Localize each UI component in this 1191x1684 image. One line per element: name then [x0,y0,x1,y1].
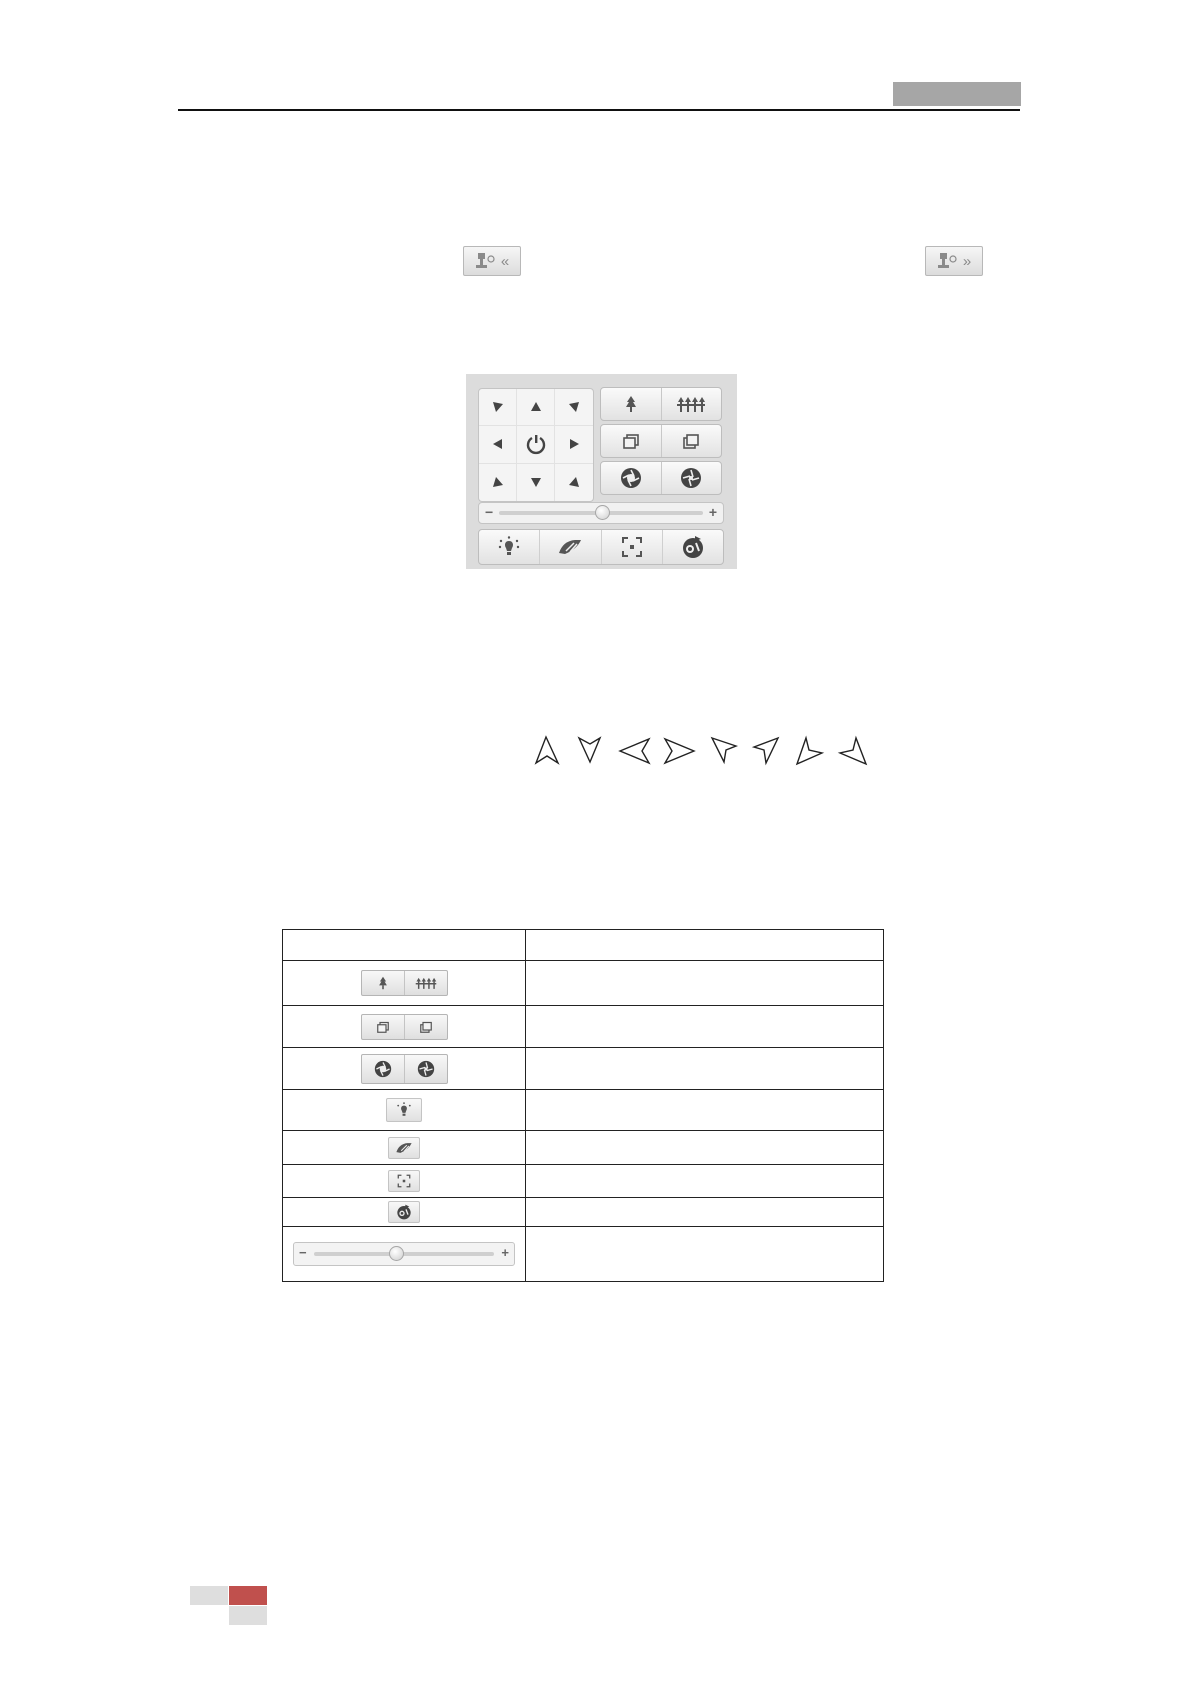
lens-initialization-button[interactable] [663,530,723,564]
lens-initialization-button[interactable] [388,1201,420,1223]
auto-scan-icon [525,433,547,455]
table-row [283,1006,884,1048]
show-ptz-panel-button[interactable] [925,246,983,276]
iris-open-icon [620,467,642,489]
ptz-speed-slider[interactable] [478,502,724,524]
light-icon [497,536,521,558]
table-row [283,1048,884,1090]
zoom-in-button[interactable] [601,388,662,420]
hide-glyph: « [500,252,510,270]
table-row [283,1165,884,1198]
zoom-button-pair [600,387,722,421]
pan-up-button[interactable] [517,389,555,426]
pan-right-button[interactable] [555,426,593,463]
ptz-cursor-arrows [532,734,870,768]
cursor-up-icon [532,734,564,766]
cursor-left-icon [616,734,652,766]
arrow-up-icon [530,401,542,413]
speed-slider-thumb[interactable] [595,505,610,520]
pan-up-left-button[interactable] [479,389,517,426]
focus-far-button[interactable] [662,425,722,457]
arrow-down-left-icon [492,476,504,488]
table-row [283,1090,884,1131]
focus-button-pair [600,424,722,458]
table-header-row [283,930,884,961]
cursor-right-icon [662,734,698,766]
hide-ptz-panel-button[interactable] [463,246,521,276]
focus-near-button[interactable] [601,425,662,457]
zoom-in-icon [624,395,638,413]
slider-minus-label: − [299,1245,307,1260]
footer-accent-mark [229,1586,267,1605]
ptz-show-icon [937,251,959,271]
focus-near-icon [622,433,640,449]
iris-close-button[interactable] [662,462,722,494]
zoom-in-icon [377,976,389,990]
arrow-up-left-icon [492,401,504,413]
cursor-down-left-icon [792,734,826,768]
wiper-button[interactable] [540,530,601,564]
auxiliary-focus-icon [621,536,643,558]
iris-open-button[interactable] [601,462,662,494]
zoom-out-button[interactable] [662,388,722,420]
focus-near-icon [376,1021,390,1033]
footer-mark [190,1586,228,1605]
pan-up-right-button[interactable] [555,389,593,426]
auxiliary-button-bar [478,529,724,565]
auxiliary-focus-button[interactable] [388,1170,420,1192]
slider-groove [314,1252,494,1256]
light-button[interactable] [386,1098,422,1122]
wiper-button[interactable] [388,1137,420,1159]
ptz-control-panel [466,374,737,569]
light-icon [395,1102,413,1118]
pan-left-button[interactable] [479,426,517,463]
arrow-left-icon [492,438,504,450]
cursor-up-right-icon [750,734,782,766]
iris-button-pair[interactable] [361,1054,448,1084]
show-glyph: » [962,252,972,270]
focus-far-icon [682,433,700,449]
zoom-button-pair[interactable] [361,970,448,996]
table-header-cell [526,930,884,961]
cursor-down-right-icon [836,734,870,768]
pan-down-right-button[interactable] [555,464,593,501]
cursor-up-left-icon [708,734,740,766]
iris-close-icon [680,467,702,489]
ptz-hide-icon [475,251,497,271]
table-row [283,1227,884,1282]
header-rule [178,109,1020,111]
speed-plus-label: + [708,504,717,520]
iris-open-icon [374,1060,392,1078]
auxiliary-focus-button[interactable] [602,530,663,564]
zoom-out-icon [415,976,437,990]
wiper-icon [557,537,583,557]
header-tab [893,82,1021,106]
ptz-button-table [282,929,884,1282]
arrow-up-right-icon [568,401,580,413]
iris-close-icon [417,1060,435,1078]
pan-down-left-button[interactable] [479,464,517,501]
auxiliary-focus-icon [397,1174,411,1188]
focus-button-pair[interactable] [361,1014,448,1040]
arrow-right-icon [568,438,580,450]
zoom-out-icon [676,395,706,413]
slider-thumb[interactable] [389,1246,404,1261]
footer-mark [229,1606,267,1625]
table-header-cell [283,930,526,961]
table-row [283,961,884,1006]
speed-slider[interactable] [293,1242,515,1266]
iris-button-pair [600,461,722,495]
wiper-icon [395,1141,413,1155]
auto-scan-button[interactable] [517,426,555,463]
focus-far-icon [419,1021,433,1033]
speed-minus-label: − [485,504,494,520]
slider-plus-label: + [501,1245,509,1260]
table-row [283,1198,884,1227]
lens-initialization-icon [681,535,705,559]
arrow-down-icon [530,476,542,488]
arrow-down-right-icon [568,476,580,488]
cursor-down-icon [574,734,606,766]
lens-initialization-icon [396,1204,412,1220]
light-button[interactable] [479,530,540,564]
direction-pad [478,388,594,502]
pan-down-button[interactable] [517,464,555,501]
table-row [283,1131,884,1165]
